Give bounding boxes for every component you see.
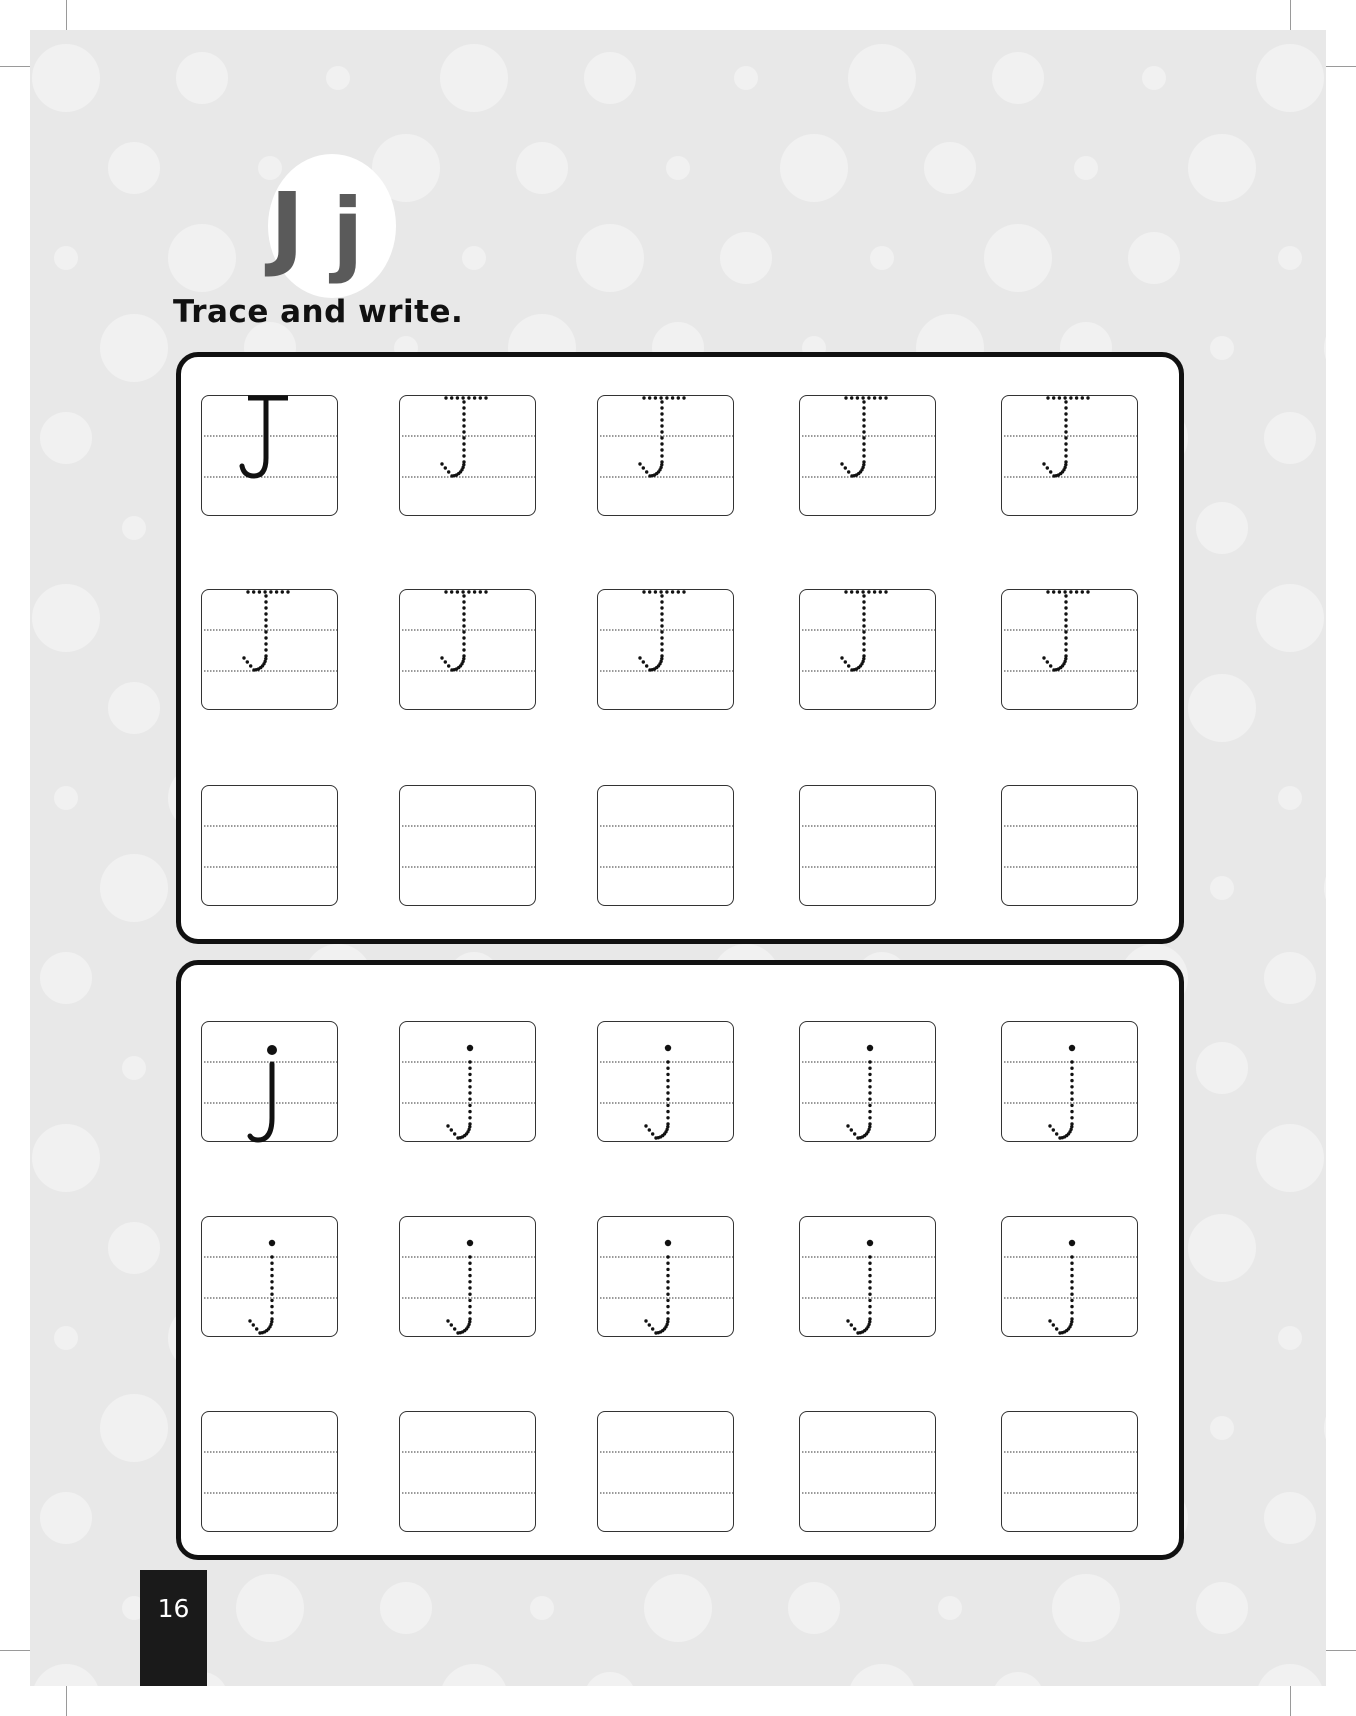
writing-box-model	[201, 395, 338, 516]
uppercase-letter-glyph	[800, 590, 937, 711]
uppercase-letter-glyph	[400, 590, 537, 711]
lowercase-letter-glyph	[1002, 1217, 1139, 1338]
lowercase-letter-glyph	[800, 1022, 937, 1143]
uppercase-letter-glyph	[400, 396, 537, 517]
crop-mark	[1326, 66, 1356, 67]
logo-lowercase-letter: j	[332, 179, 364, 286]
writing-box-blank[interactable]	[799, 1411, 936, 1532]
writing-box-trace[interactable]	[799, 395, 936, 516]
guide-lines	[1002, 1412, 1139, 1533]
guide-lines	[1002, 786, 1139, 907]
writing-box-trace[interactable]	[1001, 589, 1138, 710]
uppercase-letter-glyph	[202, 396, 339, 517]
writing-box-trace[interactable]	[597, 1216, 734, 1337]
guide-lines	[800, 786, 937, 907]
uppercase-letter-glyph	[1002, 396, 1139, 517]
writing-box-trace[interactable]	[597, 395, 734, 516]
lowercase-letter-glyph	[202, 1022, 339, 1143]
page-number-tab	[140, 1570, 207, 1686]
guide-lines	[598, 1412, 735, 1533]
guide-lines	[400, 786, 537, 907]
writing-box-trace[interactable]	[799, 1216, 936, 1337]
lowercase-letter-glyph	[598, 1022, 735, 1143]
lowercase-letter-glyph	[1002, 1022, 1139, 1143]
crop-mark	[66, 0, 67, 30]
writing-box-blank[interactable]	[1001, 785, 1138, 906]
logo-uppercase-letter: J	[270, 173, 305, 280]
uppercase-letter-glyph	[598, 590, 735, 711]
writing-box-trace[interactable]	[399, 1216, 536, 1337]
lowercase-letter-glyph	[202, 1217, 339, 1338]
guide-lines	[202, 786, 339, 907]
uppercase-letter-glyph	[1002, 590, 1139, 711]
writing-box-blank[interactable]	[399, 785, 536, 906]
crop-mark	[0, 1650, 30, 1651]
uppercase-letter-glyph	[598, 396, 735, 517]
uppercase-letter-glyph	[800, 396, 937, 517]
crop-mark	[1326, 1650, 1356, 1651]
writing-box-model	[201, 1021, 338, 1142]
guide-lines	[800, 1412, 937, 1533]
guide-lines	[202, 1412, 339, 1533]
writing-box-blank[interactable]	[597, 785, 734, 906]
writing-box-blank[interactable]	[597, 1411, 734, 1532]
uppercase-practice-panel	[176, 352, 1184, 944]
writing-box-trace[interactable]	[201, 1216, 338, 1337]
writing-box-blank[interactable]	[201, 785, 338, 906]
writing-box-trace[interactable]	[399, 589, 536, 710]
instruction-text: Trace and write.	[173, 294, 464, 330]
writing-box-trace[interactable]	[1001, 395, 1138, 516]
page-number: 16	[157, 1594, 190, 1623]
writing-box-blank[interactable]	[201, 1411, 338, 1532]
writing-box-trace[interactable]	[1001, 1021, 1138, 1142]
writing-box-trace[interactable]	[597, 1021, 734, 1142]
writing-box-blank[interactable]	[1001, 1411, 1138, 1532]
crop-mark	[1290, 1686, 1291, 1716]
writing-box-trace[interactable]	[799, 1021, 936, 1142]
letter-logo	[262, 140, 402, 300]
guide-lines	[598, 786, 735, 907]
crop-mark	[66, 1686, 67, 1716]
writing-box-trace[interactable]	[201, 589, 338, 710]
guide-lines	[400, 1412, 537, 1533]
writing-box-blank[interactable]	[399, 1411, 536, 1532]
writing-box-blank[interactable]	[799, 785, 936, 906]
lowercase-letter-glyph	[598, 1217, 735, 1338]
writing-box-trace[interactable]	[399, 1021, 536, 1142]
lowercase-practice-panel	[176, 960, 1184, 1560]
lowercase-letter-glyph	[400, 1022, 537, 1143]
crop-mark	[1290, 0, 1291, 30]
lowercase-letter-glyph	[400, 1217, 537, 1338]
writing-box-trace[interactable]	[1001, 1216, 1138, 1337]
lowercase-letter-glyph	[800, 1217, 937, 1338]
crop-mark	[0, 66, 30, 67]
uppercase-letter-glyph	[202, 590, 339, 711]
writing-box-trace[interactable]	[597, 589, 734, 710]
writing-box-trace[interactable]	[399, 395, 536, 516]
writing-box-trace[interactable]	[799, 589, 936, 710]
